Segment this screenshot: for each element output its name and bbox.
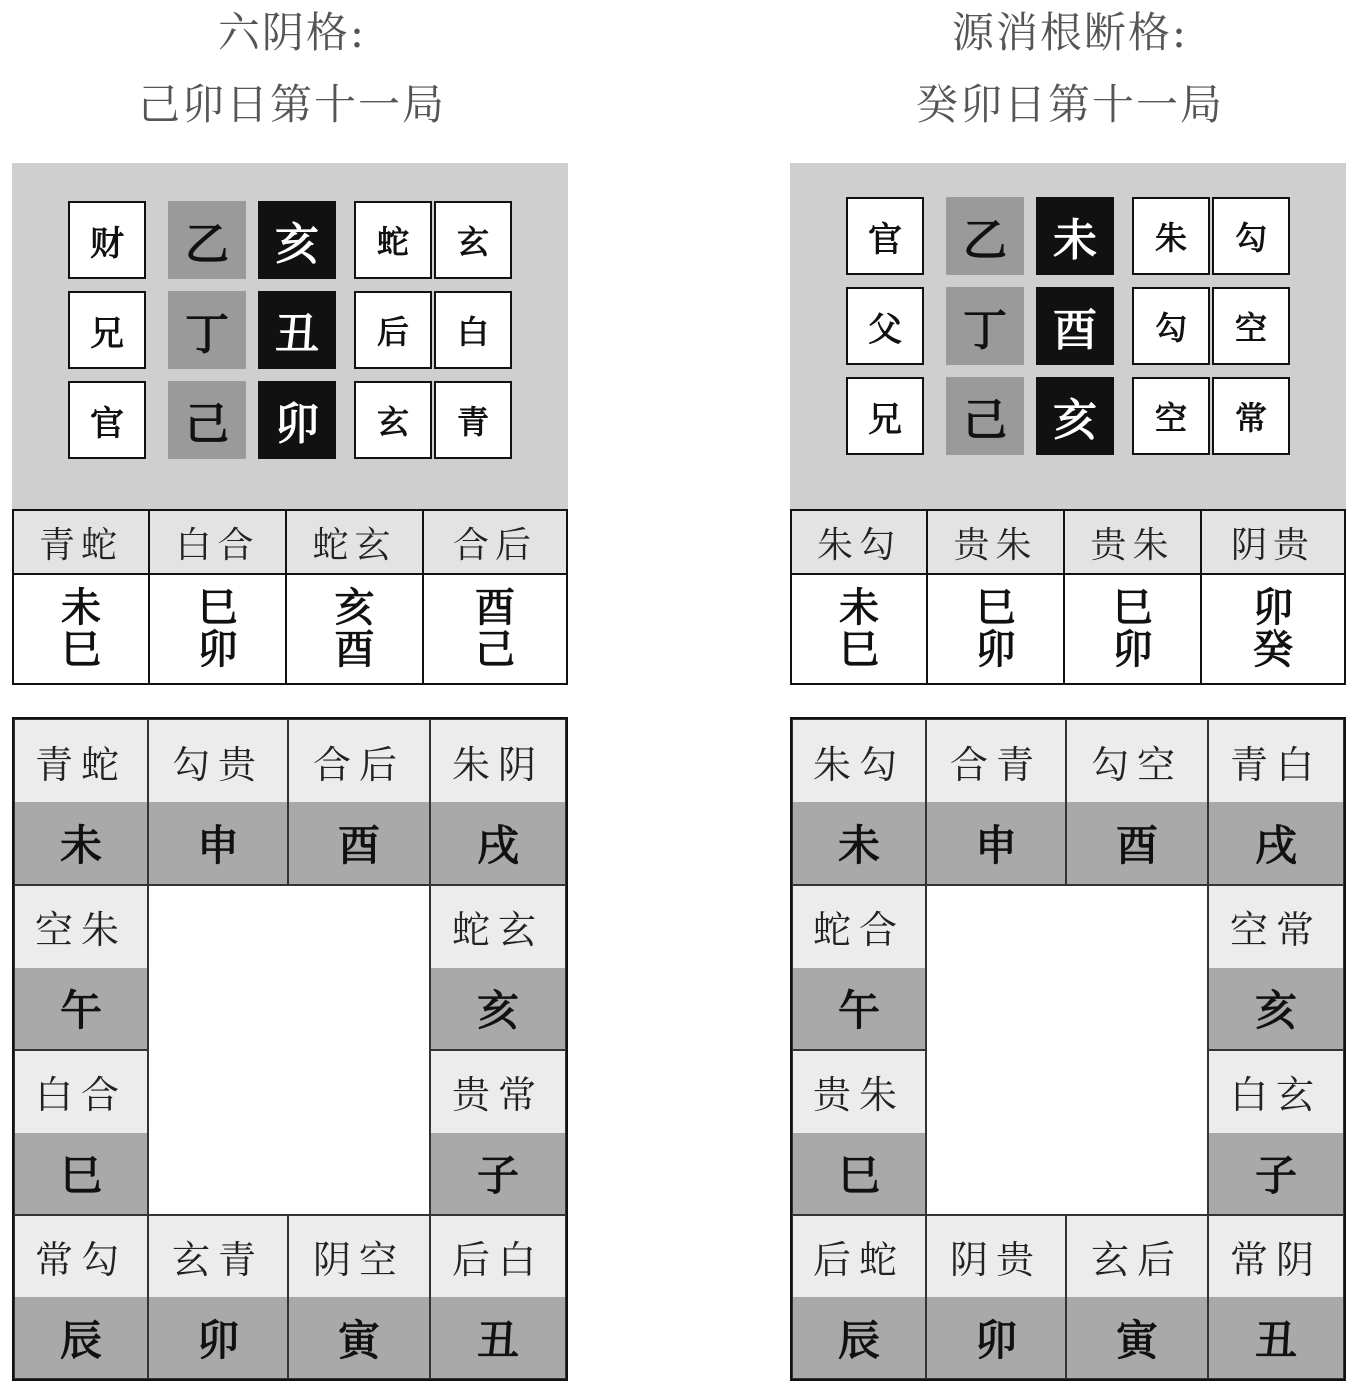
ke-generals: 阴贵	[1202, 511, 1344, 575]
sike-table	[790, 509, 1346, 685]
stem-cell: 己	[946, 377, 1024, 455]
board-generals: 空朱	[15, 886, 147, 968]
board-generals: 蛇合	[793, 886, 925, 968]
ke-pair	[287, 575, 424, 683]
ke-bottom: 巳	[61, 627, 101, 673]
board-branch: 卯	[149, 1297, 287, 1378]
board-generals: 青白	[1209, 720, 1343, 802]
board-generals: 空常	[1209, 886, 1343, 968]
tianpan-board	[12, 717, 568, 1381]
board-generals: 常阴	[1209, 1216, 1343, 1297]
board-branch: 酉	[289, 802, 429, 884]
board-cell	[792, 719, 926, 885]
ke-bottom: 巳	[839, 627, 879, 673]
board-cell	[430, 885, 566, 1050]
general-cell: 玄	[434, 201, 512, 279]
ke-pair	[1202, 575, 1344, 683]
board-branch: 午	[793, 968, 925, 1050]
ke-generals: 青蛇	[14, 511, 150, 575]
ke-pair	[14, 575, 150, 683]
board-generals: 贵常	[431, 1051, 565, 1133]
ke-pair	[150, 575, 287, 683]
board-branch: 卯	[927, 1297, 1065, 1378]
board-generals: 白合	[15, 1051, 147, 1133]
ke-generals: 合后	[424, 511, 566, 575]
board-cell	[1208, 1215, 1344, 1379]
board-branch: 巳	[15, 1133, 147, 1215]
board-center	[148, 885, 430, 1215]
board-branch: 未	[15, 802, 147, 884]
ke-top: 巳	[197, 585, 238, 631]
panel-subtitle: 己卯日第十一局	[137, 80, 446, 129]
board-cell	[288, 1215, 430, 1379]
board-cell	[1208, 885, 1344, 1050]
board-branch: 未	[793, 802, 925, 884]
board-generals: 合后	[289, 720, 429, 802]
panel-subtitle: 癸卯日第十一局	[915, 80, 1224, 129]
ke-bottom: 己	[475, 627, 515, 673]
general-cell: 青	[434, 381, 512, 459]
board-branch: 丑	[431, 1297, 565, 1378]
ke-top: 巳	[975, 585, 1016, 631]
board-generals: 玄青	[149, 1216, 287, 1297]
ke-bottom: 酉	[334, 627, 375, 673]
board-branch: 寅	[1067, 1297, 1207, 1378]
board-center	[926, 885, 1208, 1215]
ke-top: 未	[839, 585, 879, 631]
relation-cell: 官	[68, 381, 146, 459]
board-cell	[148, 719, 288, 885]
relation-cell: 兄	[68, 291, 146, 369]
board-branch: 丑	[1209, 1297, 1343, 1378]
board-branch: 午	[15, 968, 147, 1050]
ke-bottom: 卯	[197, 627, 238, 673]
board-cell	[926, 1215, 1066, 1379]
board-branch: 申	[927, 802, 1065, 884]
board-generals: 勾空	[1067, 720, 1207, 802]
board-generals: 朱勾	[793, 720, 925, 802]
general-cell: 白	[434, 291, 512, 369]
relation-cell: 父	[846, 287, 924, 365]
board-branch: 辰	[793, 1297, 925, 1378]
ke-generals: 朱勾	[792, 511, 928, 575]
board-generals: 后蛇	[793, 1216, 925, 1297]
sanchuan-grid	[790, 163, 1346, 509]
ke-bottom: 癸	[1253, 627, 1293, 673]
ke-bottom: 卯	[975, 627, 1016, 673]
branch-cell: 亥	[258, 201, 336, 279]
ke-pair	[792, 575, 928, 683]
board-generals: 后白	[431, 1216, 565, 1297]
right-panel	[790, 0, 1350, 1386]
board-generals: 阴空	[289, 1216, 429, 1297]
board-cell	[14, 1215, 148, 1379]
stem-cell: 乙	[168, 201, 246, 279]
board-generals: 蛇玄	[431, 886, 565, 968]
general-cell: 蛇	[354, 201, 432, 279]
board-branch: 戌	[431, 802, 565, 884]
branch-cell: 亥	[1036, 377, 1114, 455]
board-branch: 酉	[1067, 802, 1207, 884]
general-cell: 勾	[1212, 197, 1290, 275]
general-cell: 玄	[354, 381, 432, 459]
general-cell: 常	[1212, 377, 1290, 455]
board-branch: 亥	[1209, 968, 1343, 1050]
branch-cell: 丑	[258, 291, 336, 369]
board-branch: 亥	[431, 968, 565, 1050]
board-cell	[1208, 1050, 1344, 1215]
board-cell	[792, 1215, 926, 1379]
board-cell	[1066, 1215, 1208, 1379]
board-branch: 巳	[793, 1133, 925, 1215]
board-generals: 常勾	[15, 1216, 147, 1297]
board-cell	[1208, 719, 1344, 885]
branch-cell: 酉	[1036, 287, 1114, 365]
board-generals: 青蛇	[15, 720, 147, 802]
general-cell: 朱	[1132, 197, 1210, 275]
relation-cell: 财	[68, 201, 146, 279]
board-generals: 阴贵	[927, 1216, 1065, 1297]
board-cell	[14, 719, 148, 885]
ke-generals: 蛇玄	[287, 511, 424, 575]
ke-top: 亥	[334, 585, 375, 631]
board-cell	[430, 1050, 566, 1215]
left-panel	[12, 0, 572, 1386]
board-cell	[148, 1215, 288, 1379]
ke-top: 卯	[1253, 585, 1293, 631]
general-cell: 后	[354, 291, 432, 369]
board-cell	[430, 719, 566, 885]
board-generals: 朱阴	[431, 720, 565, 802]
board-generals: 白玄	[1209, 1051, 1343, 1133]
ke-generals: 贵朱	[928, 511, 1065, 575]
ke-top: 巳	[1112, 585, 1153, 631]
general-cell: 空	[1212, 287, 1290, 365]
ke-pair	[928, 575, 1065, 683]
general-cell: 空	[1132, 377, 1210, 455]
panel-title: 六阴格:	[217, 8, 367, 57]
board-cell	[926, 719, 1066, 885]
board-cell	[288, 719, 430, 885]
stem-cell: 乙	[946, 197, 1024, 275]
board-branch: 戌	[1209, 802, 1343, 884]
ke-generals: 贵朱	[1065, 511, 1202, 575]
relation-cell: 兄	[846, 377, 924, 455]
ke-bottom: 卯	[1112, 627, 1153, 673]
sanchuan-grid	[12, 163, 568, 509]
ke-top: 酉	[475, 585, 515, 631]
relation-cell: 官	[846, 197, 924, 275]
board-cell	[792, 885, 926, 1050]
ke-pair	[424, 575, 566, 683]
stem-cell: 丁	[168, 291, 246, 369]
ke-top: 未	[61, 585, 101, 631]
stem-cell: 己	[168, 381, 246, 459]
branch-cell: 卯	[258, 381, 336, 459]
stem-cell: 丁	[946, 287, 1024, 365]
board-generals: 勾贵	[149, 720, 287, 802]
ke-pair	[1065, 575, 1202, 683]
board-cell	[1066, 719, 1208, 885]
ke-generals: 白合	[150, 511, 287, 575]
board-branch: 寅	[289, 1297, 429, 1378]
board-generals: 玄后	[1067, 1216, 1207, 1297]
tianpan-board	[790, 717, 1346, 1381]
sike-table	[12, 509, 568, 685]
general-cell: 勾	[1132, 287, 1210, 365]
board-generals: 合青	[927, 720, 1065, 802]
board-cell	[14, 885, 148, 1050]
panel-title: 源消根断格:	[951, 8, 1189, 57]
branch-cell: 未	[1036, 197, 1114, 275]
board-generals: 贵朱	[793, 1051, 925, 1133]
board-branch: 子	[1209, 1133, 1343, 1215]
board-branch: 申	[149, 802, 287, 884]
board-cell	[430, 1215, 566, 1379]
board-branch: 辰	[15, 1297, 147, 1378]
board-cell	[792, 1050, 926, 1215]
board-cell	[14, 1050, 148, 1215]
board-branch: 子	[431, 1133, 565, 1215]
